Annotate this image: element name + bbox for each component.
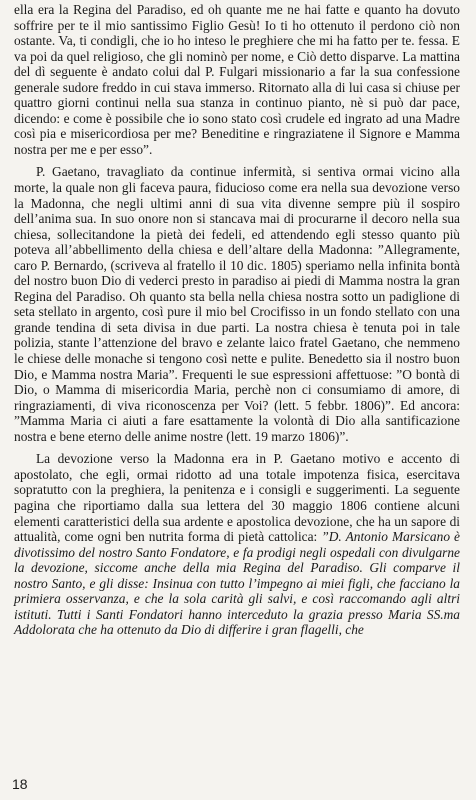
body-text	[14, 2, 460, 638]
paragraph-continuation: ella era la Regina del Paradiso, ed oh quante me ne hai fatte e quanto ha dovuto soffrire per te il mio santissimo Figlio Gesù! Io ti ho ottenuto il perdono ciò non ostante. Va, ti condigli, che io ho inteso le preghiere che mi ha fatto per te. fessa. E va poi da quel religioso, che gli nominò per nome, e Ciò detto disparve. La mattina del dì seguente è andato colui dal P. Fulgari missionario a far la sua confessione generale sudore freddo in cui stava immerso. Ritornato alla di lui casa si chiuse per quattro giorni continui nella sua stanza in continuo pianto, nè si può dar pace, dicendo: e come è possibile che io sono stato così crudele ed ingrato ad una Madre così pia e misericordiosa per me? Beneditine e ringraziatene il Signore e Mamma nostra per me e per esso”.	[14, 2, 460, 157]
page-number: 18	[12, 776, 28, 792]
paragraph-apostolate-roman: La devozione verso la Madonna era in P. Gaetano motivo e accento di apostolato, che egli, ormai ridotto ad una totale impotenza fisica, esercitava sopratutto con la preghiera, la penitenza e i consigli e suggerimenti. La seguente pagina che riportiamo dalla sua lettera del 30 maggio 1806 contiene alcuni elementi caratteristici della sua ardente e apostolica devozione, che ha un sapore di attualità, come ogni ben nutrita forma di pietà cattolica:	[14, 451, 460, 545]
letter-quote-italic: ”D. Antonio Marsicano è divotissimo del nostro Santo Fondatore, e fa prodigi negli ospedali con divulgarne la devozione, siccome anche della mia Regina del Paradiso. Gli comparve il nostro Santo, e gli disse: Insinua con tutto l’impegno ai miei figli, che facciano la primiera osservanza, e che la sola carità gli salvi, e così raccomando agli altri istituti. Tutti i Santi Fondatori hanno interceduto la grazia presso Maria SS.ma Addolorata che ha ottenuto da Dio di differire i gran flagelli, che	[14, 529, 460, 638]
paragraph-gaetano-devotion: P. Gaetano, travagliato da continue infermità, si sentiva ormai vicino alla morte, la quale non gli faceva paura, fiducioso come era nella sua devozione verso la Madonna, che negli ultimi anni di sua vita divenne sempre più il sospiro dell’anima sua. In suo onore non si stancava mai di procurarne il decoro nella sua chiesa, sollecitandone la pietà dei fedeli, ed attendendo egli stesso quanto più poteva all’abbellimento della chiesa e dell’altare della Madonna: ”Allegramente, caro P. Bernardo, (scriveva al fratello il 10 dic. 1805) speriamo nella infinita bontà del nostro buon Dio di vederci presto in paradiso ai piedi di Mamma nostra la gran Regina del Paradiso. Oh quanto sta bella nella chiesa nostra sotto un padiglione di seta stellato in argento, così pure il mio bel Crocifisso in un fondo stellato con una grande tendina di seta divisa in due parti. La nostra chiesa è tenuta poi in tale polizia, stante l’attenzione del bravo e zelante laico fratel Gaetano, che nemmeno le chiese delle monache si tengono così nette e pulite. Benedetto sia il nostro buon Dio, e Mamma nostra Maria”. Frequenti le sue espressioni affettuose: ”O bontà di Dio, o Mamma di misericordia Maria, perchè non ci consumiamo di amore, di ringraziamenti, di viva riconoscenza per Voi? (lett. 5 febbr. 1806)”. Ed ancora: ”Mamma Maria ci aiuti a fare esattamente la volontà di Dio alla santificazione nostra e bene eterno delle anime nostre (lett. 19 marzo 1806)”.	[14, 164, 460, 444]
paragraph-apostolate	[14, 451, 460, 638]
